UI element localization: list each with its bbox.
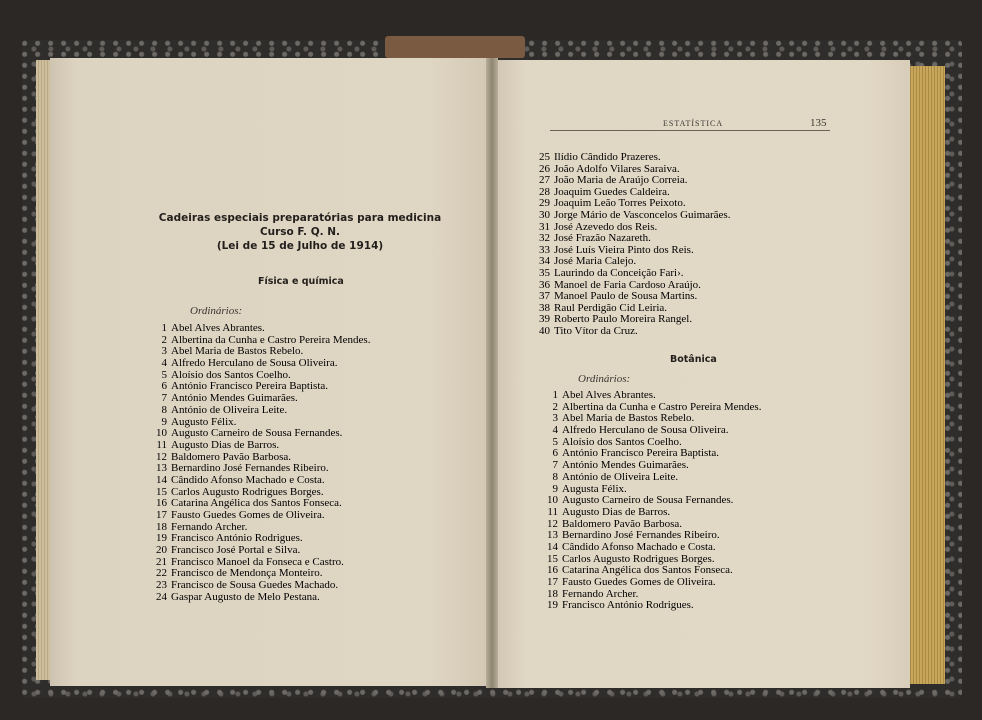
list-item — [536, 390, 761, 402]
entry-name: Francisco António Rodrigues. — [562, 599, 694, 612]
entry-name: Fausto Guedes Gomes de Oliveira. — [171, 509, 325, 521]
entry-name: Gaspar Augusto de Melo Pestana. — [171, 590, 320, 603]
entry-number: 26 — [539, 162, 550, 175]
entry-name: Alfredo Herculano de Sousa Oliveira. — [171, 357, 338, 370]
entry-number: 18 — [156, 520, 167, 533]
entry-name: Augusta Félix. — [562, 482, 627, 495]
entry-name: Carlos Augusto Rodrigues Borges. — [562, 552, 715, 565]
entry-number: 10 — [547, 494, 558, 507]
entry-number: 6 — [161, 380, 167, 393]
subsection-heading: Ordinários: — [190, 305, 243, 317]
entry-number: 11 — [156, 438, 167, 451]
entry-name: Alfredo Herculano de Sousa Oliveira. — [562, 424, 729, 437]
name-list — [536, 390, 761, 612]
entry-number: 3 — [161, 345, 167, 358]
entry-number: 8 — [552, 470, 558, 483]
entry-number: 18 — [547, 587, 558, 600]
entry-number: 23 — [156, 579, 167, 592]
entry-name: António de Oliveira Leite. — [562, 470, 679, 483]
entry-number: 25 — [539, 151, 550, 163]
entry-number: 15 — [547, 552, 558, 565]
list-item — [536, 472, 761, 484]
entry-name: João Adolfo Vilares Saraiva. — [554, 162, 680, 175]
entry-number: 35 — [539, 266, 550, 279]
entry-number: 15 — [156, 485, 167, 498]
list-item — [145, 323, 370, 335]
section-heading: Botânica — [670, 354, 717, 365]
name-list — [145, 323, 370, 604]
entry-name: Albertina da Cunha e Castro Pereira Mendes. — [171, 333, 371, 346]
entry-number: 34 — [539, 255, 550, 268]
entry-name: Manoel Paulo de Sousa Martins. — [554, 290, 698, 303]
section-heading: Física e química — [258, 276, 344, 287]
entry-number: 31 — [539, 220, 550, 233]
entry-number: 2 — [161, 333, 167, 346]
entry-name: Baldomero Pavão Barbosa. — [171, 450, 292, 463]
entry-name: Ilídio Cândido Prazeres. — [554, 151, 661, 163]
entry-number: 40 — [539, 324, 550, 337]
entry-name: José Maria Calejo. — [554, 255, 637, 268]
entry-name: José Frazão Nazareth. — [554, 232, 651, 245]
entry-number: 28 — [539, 185, 550, 198]
entry-name: Albertina da Cunha e Castro Pereira Mendes. — [562, 400, 762, 413]
entry-number: 1 — [552, 389, 558, 401]
entry-number: 12 — [156, 450, 167, 463]
list-item — [528, 326, 730, 338]
entry-number: 9 — [552, 482, 558, 495]
entry-name: Tito Vítor da Cruz. — [554, 324, 638, 337]
entry-name: Joaquim Guedes Caldeira. — [554, 185, 670, 198]
entry-name: Abel Maria de Bastos Rebelo. — [171, 345, 304, 358]
entry-number: 33 — [539, 243, 550, 256]
entry-name: Francisco José Portal e Silva. — [171, 544, 301, 557]
list-item — [145, 440, 370, 452]
entry-name: Catarina Angélica dos Santos Fonseca. — [171, 497, 342, 510]
entry-number: 30 — [539, 208, 550, 221]
entry-number: 14 — [547, 540, 558, 553]
entry-number: 38 — [539, 301, 550, 314]
entry-name: Jorge Mário de Vasconcelos Guimarães. — [554, 208, 731, 221]
entry-number: 4 — [161, 357, 167, 370]
entry-number: 36 — [539, 278, 550, 291]
list-item — [528, 233, 730, 245]
entry-name: Augusto Dias de Barros. — [562, 505, 671, 518]
list-item — [145, 475, 370, 487]
entry-name: Fausto Guedes Gomes de Oliveira. — [562, 576, 716, 588]
entry-name: Roberto Paulo Moreira Rangel. — [554, 313, 693, 326]
entry-name: Francisco de Mendonça Monteiro. — [171, 567, 323, 580]
header-rule — [550, 130, 830, 131]
entry-number: 13 — [547, 529, 558, 542]
entry-number: 5 — [552, 435, 558, 448]
entry-name: José Azevedo dos Reis. — [554, 220, 658, 233]
list-item — [145, 405, 370, 417]
entry-name: Laurindo da Conceição Fari›. — [554, 266, 684, 279]
entry-name: Francisco António Rodrigues. — [171, 532, 303, 545]
title-line: Curso F. Q. N. — [259, 226, 341, 238]
entry-number: 3 — [552, 412, 558, 425]
entry-name: Raul Perdigão Cid Leiria. — [554, 301, 668, 314]
entry-name: Fernando Archer. — [562, 587, 639, 600]
list-item — [528, 210, 730, 222]
list-item — [528, 152, 730, 164]
list-item — [536, 507, 761, 519]
entry-name: José Luís Vieira Pinto dos Reis. — [554, 243, 694, 256]
entry-name: Aloísio dos Santos Coelho. — [171, 368, 291, 381]
entry-number: 9 — [161, 415, 167, 428]
entry-name: António Mendes Guimarães. — [562, 459, 689, 472]
entry-number: 17 — [547, 576, 558, 588]
entry-name: Manoel de Faria Cardoso Araújo. — [554, 278, 701, 291]
list-item — [145, 545, 370, 557]
entry-number: 16 — [547, 564, 558, 577]
list-item — [145, 510, 370, 522]
entry-number: 39 — [539, 313, 550, 326]
entry-name: António de Oliveira Leite. — [171, 403, 288, 416]
entry-number: 14 — [156, 473, 167, 486]
entry-name: Francisco Manoel da Fonseca e Castro. — [171, 555, 344, 568]
spine-tape — [385, 36, 525, 58]
book-gutter — [486, 58, 498, 688]
entry-name: Francisco de Sousa Guedes Machado. — [171, 579, 339, 592]
entry-number: 12 — [547, 517, 558, 530]
page-title — [150, 212, 450, 252]
entry-number: 1 — [161, 322, 167, 334]
entry-number: 27 — [539, 174, 550, 187]
entry-name: Abel Maria de Bastos Rebelo. — [562, 412, 695, 425]
entry-name: Augusto Carneiro de Sousa Fernandes. — [171, 427, 343, 440]
entry-name: Baldomero Pavão Barbosa. — [562, 517, 683, 530]
subsection-heading: Ordinários: — [578, 373, 631, 385]
entry-name: Abel Alves Abrantes. — [562, 389, 656, 401]
running-head: ESTATÍSTICA — [663, 119, 724, 128]
name-list-continued — [528, 152, 730, 338]
entry-name: Carlos Augusto Rodrigues Borges. — [171, 485, 324, 498]
entry-name: Augusto Félix. — [171, 415, 237, 428]
entry-number: 22 — [156, 567, 167, 580]
list-item — [536, 600, 761, 612]
entry-number: 7 — [552, 459, 558, 472]
entry-number: 7 — [161, 392, 167, 405]
entry-number: 4 — [552, 424, 558, 437]
entry-name: Augusto Carneiro de Sousa Fernandes. — [562, 494, 734, 507]
entry-number: 20 — [156, 544, 167, 557]
entry-name: Fernando Archer. — [171, 520, 248, 533]
entry-name: Joaquim Leão Torres Peixoto. — [554, 197, 686, 210]
entry-name: Bernardino José Fernandes Ribeiro. — [171, 462, 329, 475]
entry-name: António Mendes Guimarães. — [171, 392, 298, 405]
entry-number: 13 — [156, 462, 167, 475]
list-item — [528, 268, 730, 280]
entry-number: 21 — [156, 555, 167, 568]
list-item — [536, 577, 761, 589]
entry-number: 2 — [552, 400, 558, 413]
list-item — [528, 291, 730, 303]
title-line: Cadeiras especiais preparatórias para medicina — [158, 212, 442, 224]
page-number: 135 — [810, 117, 827, 129]
entry-name: António Francisco Pereira Baptista. — [562, 447, 720, 460]
entry-number: 5 — [161, 368, 167, 381]
entry-number: 19 — [547, 599, 558, 612]
entry-name: Bernardino José Fernandes Ribeiro. — [562, 529, 720, 542]
entry-name: Catarina Angélica dos Santos Fonseca. — [562, 564, 733, 577]
entry-number: 19 — [156, 532, 167, 545]
entry-number: 8 — [161, 403, 167, 416]
entry-number: 11 — [547, 505, 558, 518]
entry-number: 10 — [156, 427, 167, 440]
entry-name: Cândido Afonso Machado e Costa. — [562, 540, 716, 553]
list-item — [145, 592, 370, 604]
entry-name: Cândido Afonso Machado e Costa. — [171, 473, 325, 486]
entry-name: Aloísio dos Santos Coelho. — [562, 435, 682, 448]
list-item — [145, 358, 370, 370]
entry-name: João Maria de Araújo Correia. — [554, 174, 688, 187]
list-item — [536, 542, 761, 554]
entry-number: 29 — [539, 197, 550, 210]
entry-number: 17 — [156, 509, 167, 521]
title-line: (Lei de 15 de Julho de 1914) — [216, 240, 384, 252]
entry-name: António Francisco Pereira Baptista. — [171, 380, 329, 393]
entry-number: 16 — [156, 497, 167, 510]
right-page-edges — [905, 66, 945, 684]
entry-number: 24 — [156, 590, 167, 603]
entry-number: 37 — [539, 290, 550, 303]
list-item — [536, 425, 761, 437]
entry-name: Augusto Dias de Barros. — [171, 438, 280, 451]
entry-name: Abel Alves Abrantes. — [171, 322, 265, 334]
entry-number: 32 — [539, 232, 550, 245]
entry-number: 6 — [552, 447, 558, 460]
